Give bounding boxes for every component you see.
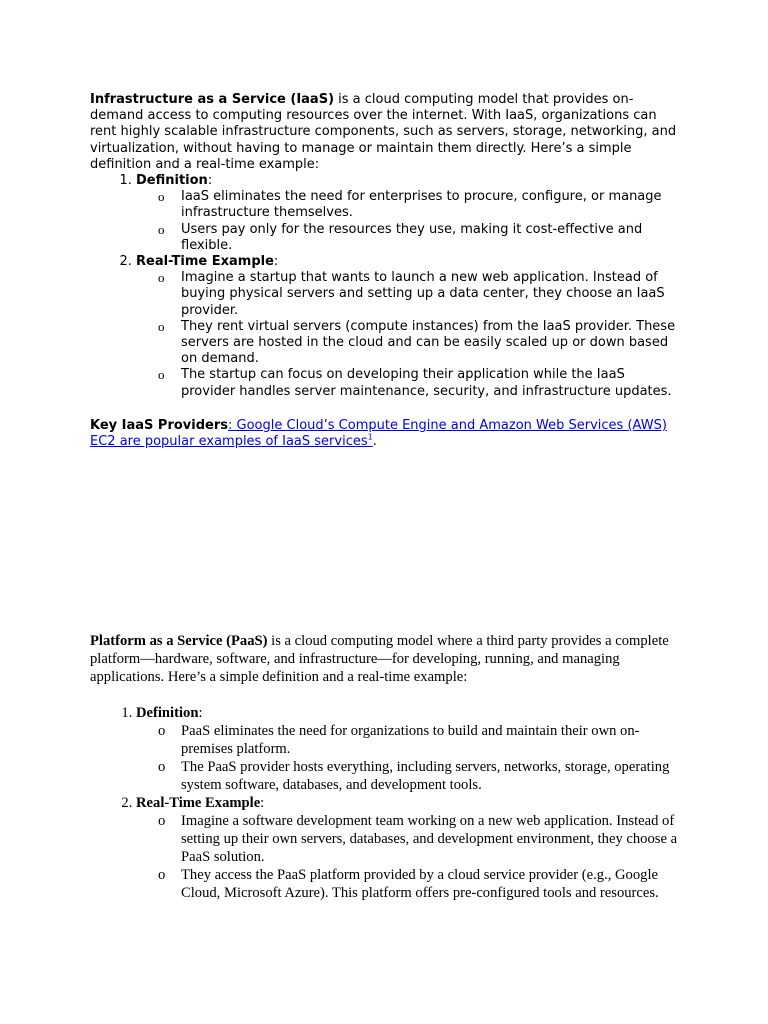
iaas-providers-link-text: : Google Cloud’s Compute Engine and Amazon Web Services (AWS) EC2 are popular examples of IaaS services <box>90 417 667 450</box>
list-item: o The PaaS provider hosts everything, including servers, networks, storage, operating system software, databases, and development tools. <box>181 758 682 794</box>
iaas-numbered-list <box>90 173 682 400</box>
iaas-providers-term: Key IaaS Providers <box>90 417 229 433</box>
list-item: o Users pay only for the resources they use, making it cost-effective and flexible. <box>181 222 682 254</box>
list-item: o Imagine a startup that wants to launch a new web application. Instead of buying physical servers and setting up a data center, they choose an IaaS provider. <box>181 270 682 319</box>
list-item: o They access the PaaS platform provided by a cloud service provider (e.g., Google Cloud, Microsoft Azure). This platform offers pre-configured tools and resources. <box>181 866 682 902</box>
paas-list-item-example: 2. Real-Time Example: o Imagine a software development team working on a new web application. Instead of setting up their own servers, databases, and development environment, they choose a PaaS solution. o They access the PaaS platform provided by a cloud service provider (e.g., Google Cloud, Microsoft Azure). This platform offers pre-configured tools and resources. <box>136 794 682 902</box>
iaas-intro-paragraph <box>90 92 682 173</box>
footnote-marker: 1 <box>367 432 373 442</box>
list-item: o The startup can focus on developing their application while the IaaS provider handles server maintenance, security, and infrastructure updates. <box>181 367 682 399</box>
list-item: o PaaS eliminates the need for organizations to build and maintain their own on-premises platform. <box>181 722 682 758</box>
paragraph-spacer <box>90 400 682 418</box>
iaas-example-bullets <box>136 270 682 400</box>
paas-example-bullets <box>136 812 682 902</box>
iaas-list-item-example: 2. Real-Time Example: o Imagine a startup that wants to launch a new web application. Instead of buying physical servers and setting up a data center, they choose an IaaS provider. o They rent virtual servers (compute instances) from the IaaS provider. These servers are hosted in the cloud and can be easily scaled up or down based on demand. o The startup can focus on developing their application while the IaaS provider handles server maintenance, security, and infrastructure updates. <box>136 254 682 400</box>
list-item: o IaaS eliminates the need for enterprises to procure, configure, or manage infrastructure themselves. <box>181 189 682 221</box>
paas-list-item-definition: 1. Definition: o PaaS eliminates the need for organizations to build and maintain their own on-premises platform. o The PaaS provider hosts everything, including servers, networks, storage, operating system software, databases, and development tools. <box>136 704 682 794</box>
paas-intro-paragraph <box>90 632 682 686</box>
paas-definition-bullets <box>136 722 682 794</box>
paragraph-spacer <box>90 686 682 704</box>
iaas-example-heading: Real-Time Example <box>136 254 274 270</box>
iaas-definition-bullets <box>136 189 682 254</box>
paas-definition-heading: Definition <box>136 705 199 721</box>
iaas-definition-heading: Definition <box>136 173 208 189</box>
paas-example-heading: Real-Time Example <box>136 795 261 811</box>
list-item: o Imagine a software development team working on a new web application. Instead of setting up their own servers, databases, and development environment, they choose a PaaS solution. <box>181 812 682 866</box>
iaas-providers-paragraph <box>90 418 682 450</box>
iaas-providers-end: . <box>372 434 377 450</box>
list-item: o They rent virtual servers (compute instances) from the IaaS provider. These servers are hosted in the cloud and can be easily scaled up or down based on demand. <box>181 319 682 368</box>
iaas-list-item-definition: 1. Definition: o IaaS eliminates the need for enterprises to procure, configure, or manage infrastructure themselves. o Users pay only for the resources they use, making it cost-effective and flexible. <box>136 173 682 254</box>
paas-numbered-list <box>90 704 682 902</box>
iaas-section <box>90 92 682 450</box>
paas-intro-text: is a cloud computing model where a third party provides a complete platform—hardware, software, and infrastructure—for developing, running, and managing applications. Here’s a simple definition and a real-time example: <box>90 633 669 685</box>
iaas-intro-text: is a cloud computing model that provides on-demand access to computing resources over the internet. With IaaS, organizations can rent highly scalable infrastructure components, such as servers, storage, networking, and virtualization, without having to manage or maintain them directly. Here’s a simple definition and a real-time example: <box>90 92 677 172</box>
paas-section <box>90 632 682 902</box>
iaas-intro-term: Infrastructure as a Service (IaaS) <box>90 92 335 107</box>
paas-intro-term: Platform as a Service (PaaS) <box>90 633 268 649</box>
